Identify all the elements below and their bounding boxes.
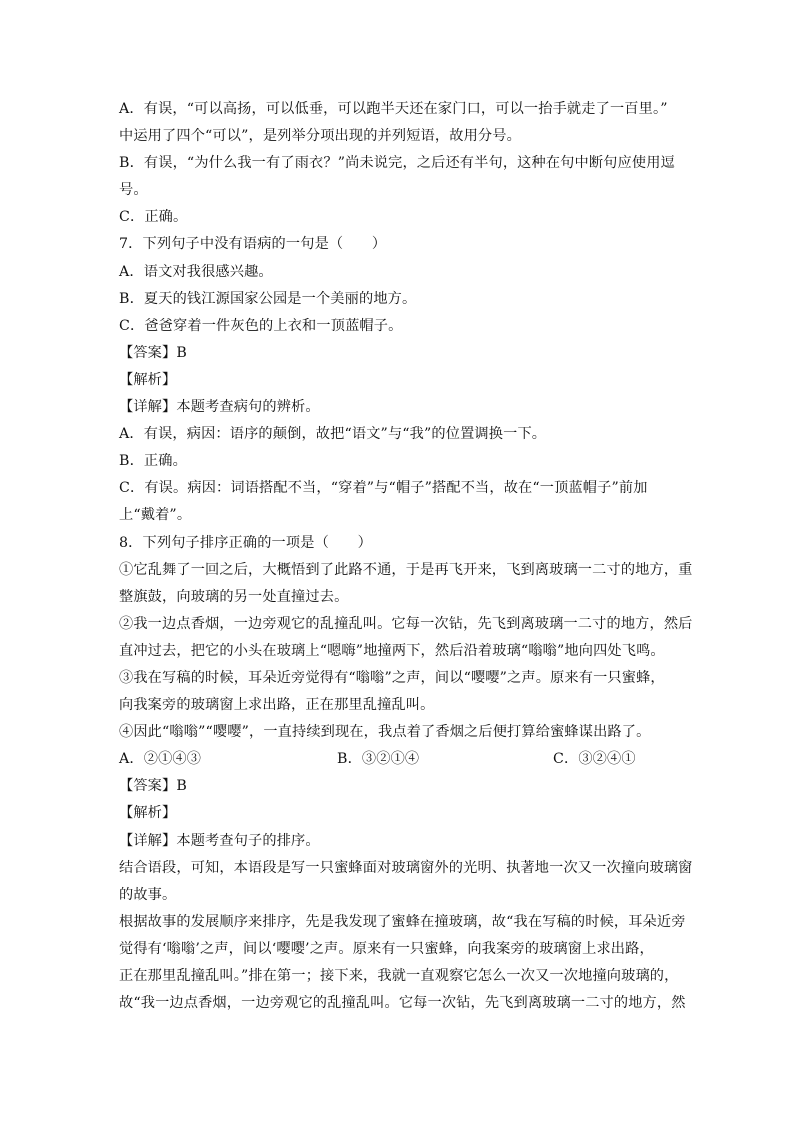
sentence-3: ③我在写稿的时候，耳朵近旁觉得有“嗡嗡”之声，间以“嘤嘤”之声。原来有一只蜜蜂，: [119, 669, 665, 686]
question-8-options: [119, 746, 679, 773]
text-line: 号。: [119, 182, 148, 199]
question-7-option-a: A．语文对我很感兴趣。: [119, 263, 273, 280]
text-line: 中运用了四个“可以”，是列举分项出现的并列短语，故用分号。: [119, 128, 521, 145]
detail-label: 【详解】本题考查病句的辨析。: [119, 399, 320, 416]
analysis-label: 【解析】: [119, 371, 177, 388]
sentence-3-cont: 向我案旁的玻璃窗上求出路，正在那里乱撞乱叫。: [119, 697, 435, 714]
text-line: 根据故事的发展顺序来排序，先是我发现了蜜蜂在撞玻璃，故“我在写稿的时候，耳朵近旁: [119, 913, 686, 930]
question-8-option-c: C．③②④①: [553, 751, 636, 768]
question-8-stem: 8．下列句子排序正确的一项是（ ）: [119, 534, 372, 551]
sentence-2-cont: 直冲过去，把它的小头在玻璃上“嗯嗨”地撞两下，然后沿着玻璃“嗡嗡”地向四处飞鸣。: [119, 642, 665, 659]
detail-label: 【详解】本题考查句子的排序。: [119, 832, 320, 849]
sentence-2: ②我一边点香烟，一边旁观它的乱撞乱叫。它每一次钻，先飞到离玻璃一二寸的地方，然后: [119, 615, 693, 632]
sentence-1-cont: 整旗鼓，向玻璃的另一处直撞过去。: [119, 588, 349, 605]
document-body: [119, 96, 693, 1017]
question-7-option-c: C．爸爸穿着一件灰色的上衣和一顶蓝帽子。: [119, 317, 403, 334]
question-7-option-b: B．夏天的钱江源国家公园是一个美丽的地方。: [119, 290, 417, 307]
answer-label: 【答案】B: [119, 778, 187, 795]
text-line: 正在那里乱撞乱叫。”排在第一；接下来，我就一直观察它怎么一次又一次地撞向玻璃的，: [119, 968, 679, 984]
text-line: 的故事。: [119, 886, 177, 903]
answer-label: 【答案】B: [119, 344, 187, 361]
question-8-option-b: B．③②①④: [337, 751, 420, 768]
text-line: 上“戴着”。: [119, 507, 192, 524]
analysis-label: 【解析】: [119, 805, 177, 822]
question-7-stem: 7．下列句子中没有语病的一句是（ ）: [119, 236, 387, 253]
sentence-4: ④因此“嗡嗡”“嘤嘤”，一直持续到现在，我点着了香烟之后便打算给蜜蜂谋出路了。: [119, 724, 651, 741]
text-line: 觉得有‘嗡嗡’之声，间以‘嘤嘤’之声。原来有一只蜜蜂，向我案旁的玻璃窗上求出路，: [119, 940, 654, 957]
text-line: B．正确。: [119, 453, 187, 470]
text-line: 故“我一边点香烟，一边旁观它的乱撞乱叫。它每一次钻，先飞到离玻璃一二寸的地方，然: [119, 995, 686, 1012]
text-line: 结合语段，可知，本语段是写一只蜜蜂面对玻璃窗外的光明、执著地一次又一次撞向玻璃窗: [119, 859, 693, 876]
question-8-option-a: A．②①④③: [119, 751, 202, 768]
text-line: A．有误，“可以高扬，可以低垂，可以跑半天还在家门口，可以一抬手就走了一百里。”: [119, 101, 668, 117]
sentence-1: ①它乱舞了一回之后，大概悟到了此路不通，于是再飞开来，飞到离玻璃一二寸的地方，重: [119, 561, 693, 578]
text-line: B．有误，“为什么我一有了雨衣？”尚未说完，之后还有半句，这种在句中断句应使用逗: [119, 155, 675, 172]
text-line: C．正确。: [119, 209, 188, 226]
text-line: C．有误。病因：词语搭配不当，“穿着”与“帽子”搭配不当，故在“一顶蓝帽子”前加: [119, 480, 648, 497]
text-line: A．有误，病因：语序的颠倒，故把“语文”与“我”的位置调换一下。: [119, 426, 547, 443]
